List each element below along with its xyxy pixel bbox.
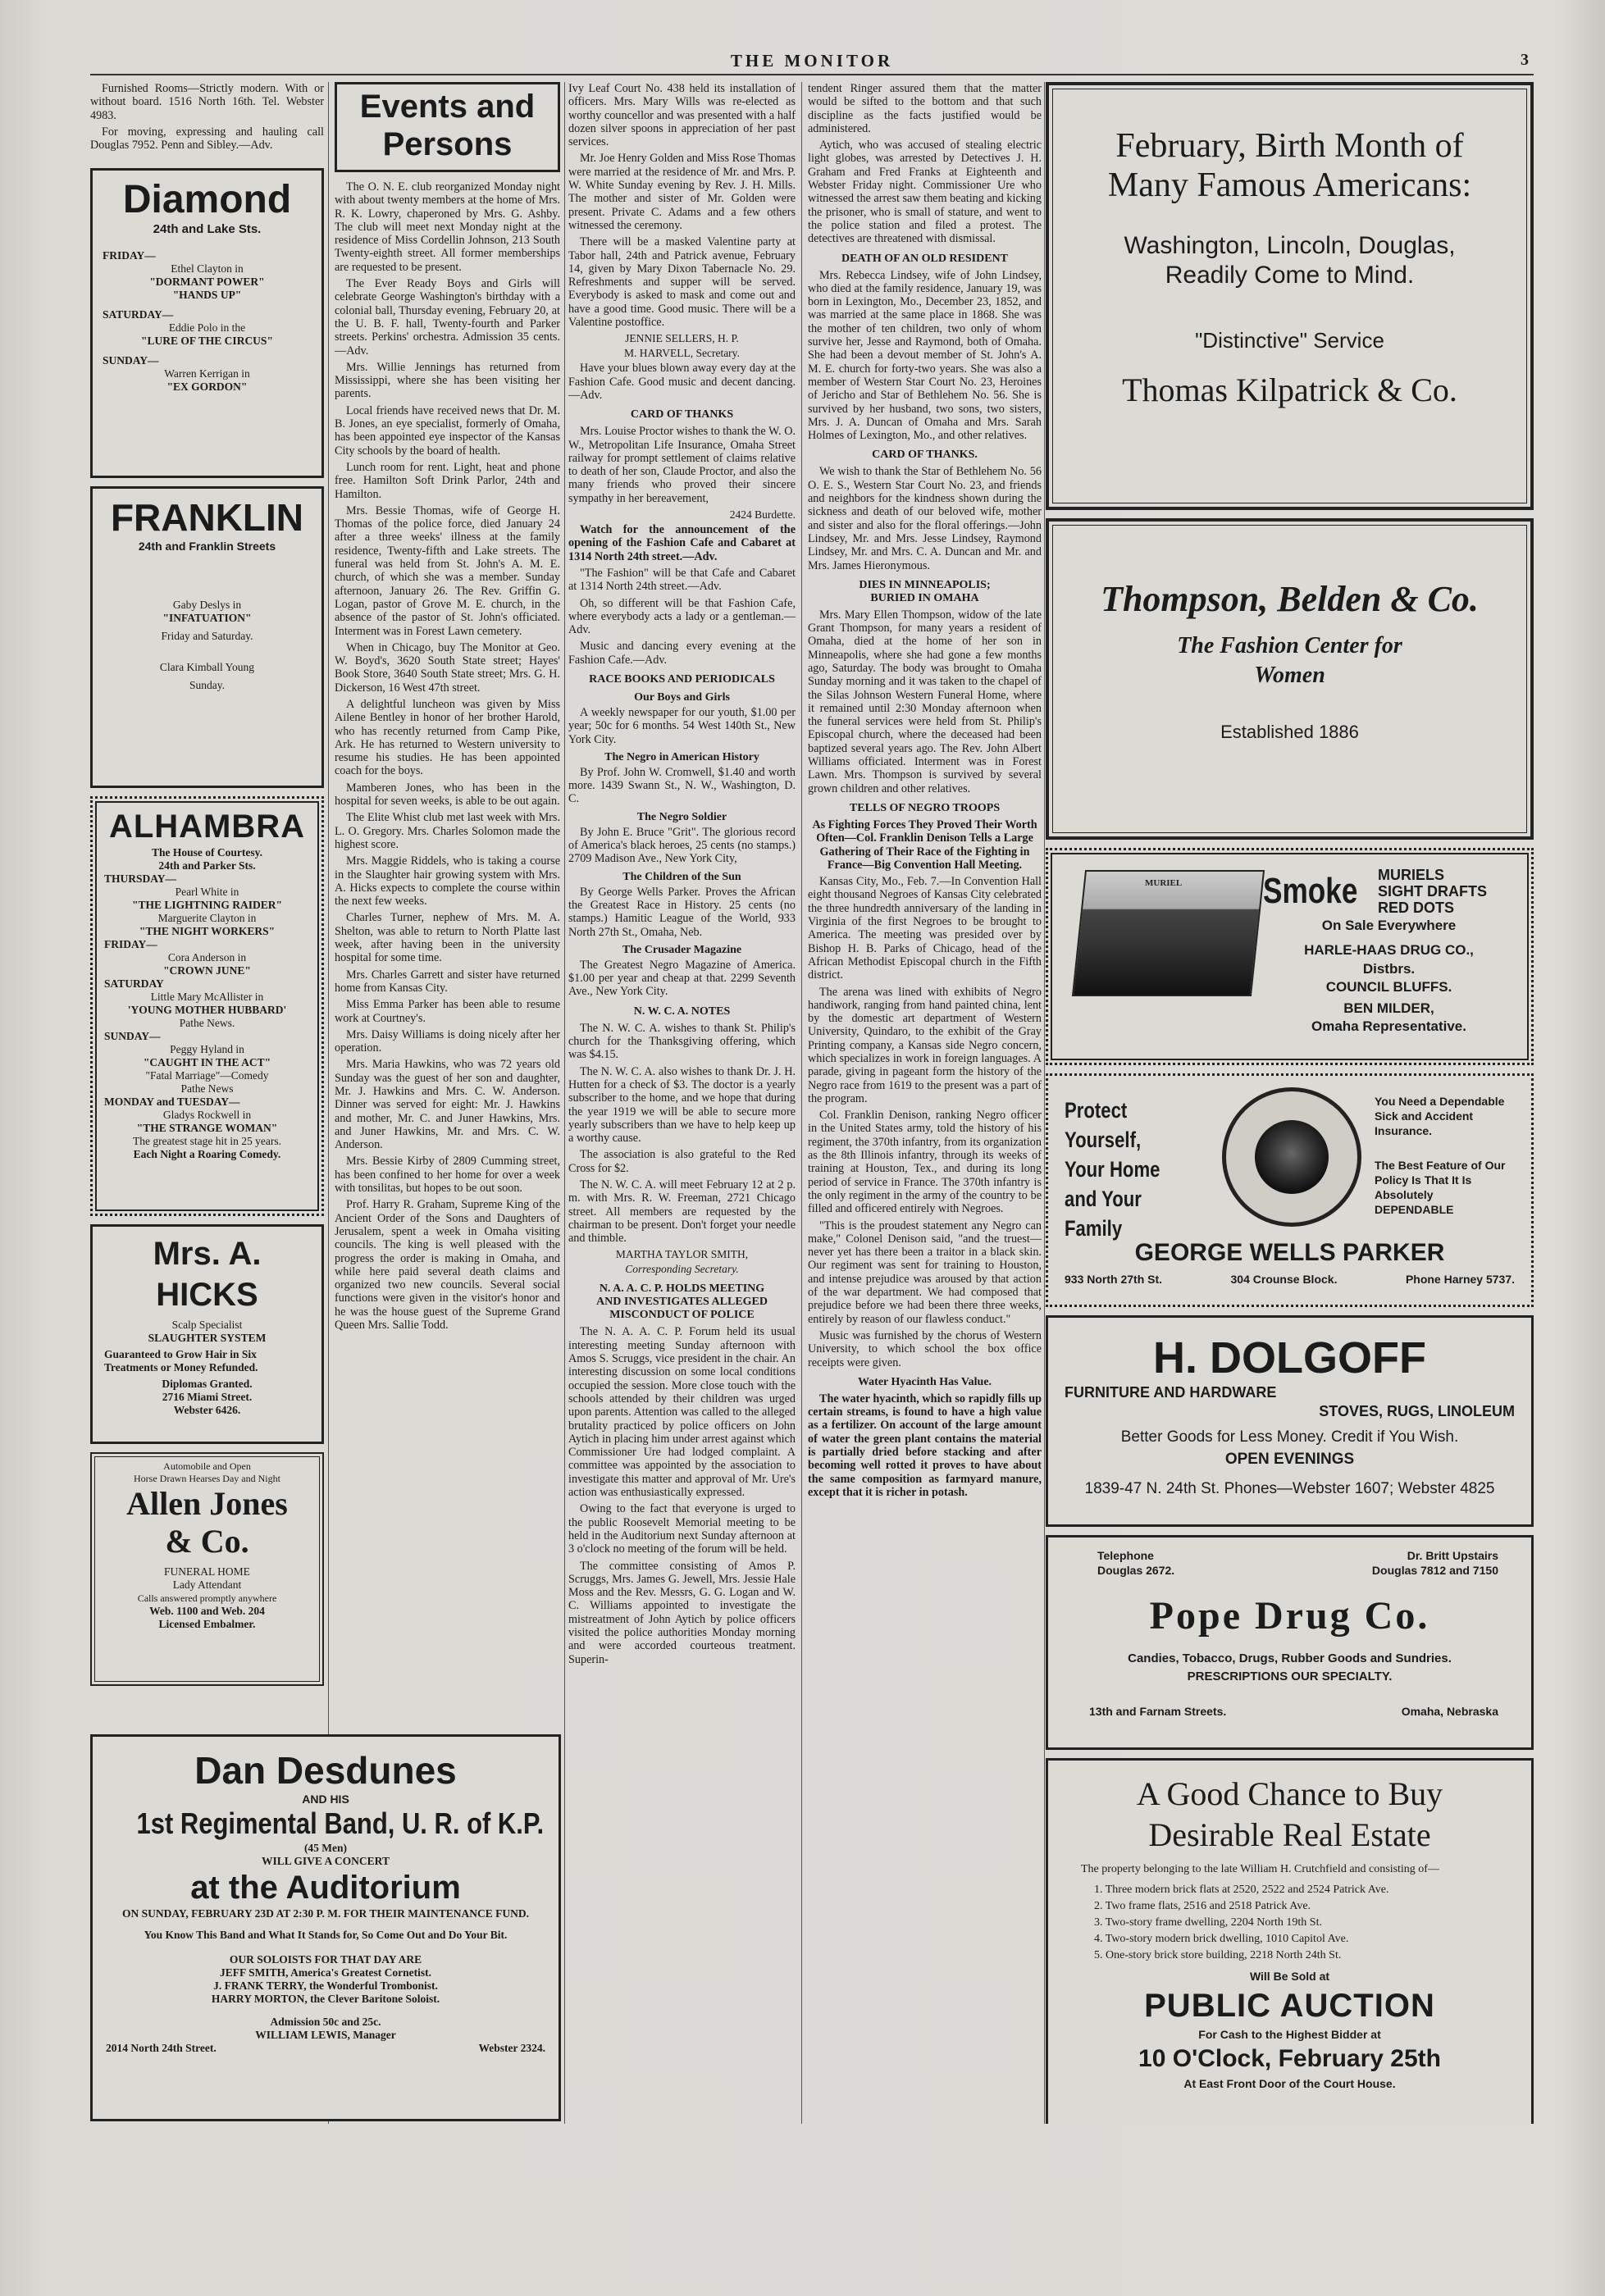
pope-name: Pope Drug Co. xyxy=(1149,1594,1430,1638)
section-heading: N. A. A. C. P. HOLDS MEETING xyxy=(599,1282,765,1296)
kilpatrick-line: Many Famous Americans: xyxy=(1107,166,1472,204)
news-paragraph: Music was furnished by the chorus of Western University, to which school the box office receipts were given. xyxy=(808,1328,1042,1369)
news-paragraph: When in Chicago, buy The Monitor at Geo. W. Boyd's, 3620 South State street; Hayes' Book Store, 3640 South State street; Mrs. G. H. Dickerson, 16 West 47th street. xyxy=(335,640,560,695)
news-paragraph: Oh, so different will be that Fashion Cafe, where everybody acts a lady or a gentleman.—Adv. xyxy=(568,596,796,637)
kilpatrick-line: Readily Come to Mind. xyxy=(1165,262,1415,289)
alhambra-name: ALHAMBRA xyxy=(108,809,306,845)
section-heading: AND INVESTIGATES ALLEGED xyxy=(595,1296,768,1309)
tb-line: Established 1886 xyxy=(1220,722,1359,742)
events-persons-header xyxy=(335,82,560,172)
franklin-line: Clara Kimball Young xyxy=(159,661,255,674)
classified-moving: For moving, expressing and hauling call Douglas 7952. Penn and Sibley.—Adv. xyxy=(90,125,324,153)
pope-line: Candies, Tobacco, Drugs, Rubber Goods and Sundries. xyxy=(1128,1651,1452,1665)
franklin-name: FRANKLIN xyxy=(110,496,304,540)
re-line: For Cash to the Highest Bidder at xyxy=(1198,2028,1381,2041)
alhambra-line: "CROWN JUNE" xyxy=(163,964,251,977)
allen-line: Licensed Embalmer. xyxy=(158,1618,256,1631)
book-description: By Prof. John W. Cromwell, $1.40 and worth more. 1439 Swann St., N. W., Washington, D. C. xyxy=(568,765,796,806)
news-paragraph: Owing to the fact that everyone is urged to the public Roosevelt Memorial meeting to be held in the Auditorium next Sunday afternoon at 3 o'clock no meeting of the forum will be held. xyxy=(568,1502,796,1556)
section-heading: DIES IN MINNEAPOLIS; xyxy=(859,578,991,591)
alhambra-line: Peggy Hyland in xyxy=(170,1043,244,1056)
section-heading: TELLS OF NEGRO TROOPS xyxy=(849,801,1001,814)
allen-line: Automobile and Open xyxy=(163,1460,251,1473)
re-auction: PUBLIC AUCTION xyxy=(1144,1988,1435,2024)
news-paragraph: Mr. Joe Henry Golden and Miss Rose Thomas were married at the residence of Mr. and Mrs. P. W. White Sunday evening by Rev. J. H. Mills. The mother and sister of Mr. Golden were present. Private C. Adams and a few others witnessed the ceremony. xyxy=(568,152,796,232)
column-rule xyxy=(1044,82,1045,2124)
dan-line: WILL GIVE A CONCERT xyxy=(262,1855,390,1867)
gw-footer xyxy=(1065,1273,1515,1286)
hicks-line: Webster 6426. xyxy=(173,1404,241,1417)
dan-line: HARRY MORTON, the Clever Baritone Soloist. xyxy=(211,1993,440,2005)
pope-line: PRESCRIPTIONS OUR SPECIALTY. xyxy=(1187,1670,1393,1683)
column-1 xyxy=(90,82,324,1714)
column-4 xyxy=(808,82,1042,2124)
gw-feature: The Best Feature of Our Policy Is That It Is Absolutely DEPENDABLE xyxy=(1375,1159,1506,1216)
alhambra-line: The greatest stage hit in 25 years. xyxy=(132,1135,282,1148)
news-paragraph: Mrs. Rebecca Lindsey, wife of John Lindsey, who died at the family residence, January 19, was born in Lexington, Mo., December 23, 1852, and was married at the same place in 1868. She was the mother of ten children, two only of whom survive her, Jesse and Raymond, both of Omaha. She had been a devout member of St. John's A. M. E. church for forty-two years. She was also a member of Western Star Court No. 23, Heroines of Jericho and Star of Bethlehem No. 56. She is survived by her husband, two sons, two sisters, Mrs. J. A. Duncan of Omaha and Mrs. Sarah Holmes of Lexington, Mo., and other relatives. xyxy=(808,268,1042,443)
dan-address: 2014 North 24th Street. xyxy=(106,2042,217,2054)
news-paragraph: Mamberen Jones, who has been in the hospital for seven weeks, is able to be out again. xyxy=(335,781,560,809)
re-property-list xyxy=(1061,1882,1518,1964)
news-paragraph: Mrs. Maggie Riddels, who is taking a course in the Slaughter hair growing system with Mrs. A. Hicks expects to complete the course within the next few weeks. xyxy=(335,854,560,909)
re-heading: A Good Chance to Buy xyxy=(1136,1775,1443,1812)
muriel-brands xyxy=(1378,867,1487,916)
allen-line: FUNERAL HOME xyxy=(164,1565,250,1578)
page-number: 3 xyxy=(1521,51,1529,69)
hicks-line: Diplomas Granted. xyxy=(162,1378,253,1391)
gw-office: 304 Crounse Block. xyxy=(1230,1273,1338,1286)
news-paragraph: The N. W. C. A. wishes to thank St. Philip's church for the Thanksgiving offering, which was $4.15. xyxy=(568,1021,796,1062)
muriel-heading xyxy=(1263,867,1515,916)
muriel-line: BEN MILDER, xyxy=(1343,1000,1434,1016)
diamond-line: "DORMANT POWER" xyxy=(149,276,265,289)
gw-address: 933 North 27th St. xyxy=(1065,1273,1163,1286)
dan-line: You Know This Band and What It Stands for, So Come Out and Do Your Bit. xyxy=(144,1929,508,1941)
kilpatrick-line: February, Birth Month of xyxy=(1115,127,1464,165)
news-paragraph: Mrs. Mary Ellen Thompson, widow of the late Grant Thompson, for many years a resident of Omaha, died at the home of her son in Minneapolis, where she had gone a few months ago, Saturday. The body was brought to Omaha Sunday morning and it was taken to the chapel of the Silas Johnson Western Funeral Home, where it remained until 2:30 Monday afternoon when the funeral services were held from St. Philip's Episcopal church, where the deceased had been baptized several years ago. The Rev. John Albert Williams officiated. Interment was in Forest Lawn. Mrs. Thompson is survived by several grown children and other relatives. xyxy=(808,608,1042,795)
alhambra-line: Cora Anderson in xyxy=(167,951,247,964)
news-paragraph: The N. W. C. A. will meet February 12 at 2 p. m. with Mrs. R. W. Freeman, 2721 Chicago street. All members are requested by the chairman to be present. Don't forget your needle and thimble. xyxy=(568,1178,796,1246)
property-list-item: 1. Three modern brick flats at 2520, 2522 and 2524 Patrick Ave. xyxy=(1094,1884,1389,1896)
allen-line: Calls answered promptly anywhere xyxy=(137,1592,277,1605)
tb-line: Women xyxy=(1254,663,1325,688)
hicks-line: Scalp Specialist xyxy=(171,1319,243,1332)
dan-line: JEFF SMITH, America's Greatest Cornetist. xyxy=(220,1966,431,1979)
alhambra-line: Little Mary McAllister in xyxy=(150,991,264,1004)
news-paragraph: Aytich, who was accused of stealing electric light globes, was arrested by Detectives J. H. Graham and Fred Franks at Eighteenth and Webster Friday night. Commissioner Ure who witnessed the arrest saw them beating and kicking the prisoner, who is small of stature, and went to the police station and filed a protest. The detectives are threatened with dismissal. xyxy=(808,139,1042,246)
news-paragraph: We wish to thank the Star of Bethlehem No. 56 O. E. S., Western Star Court No. 23, and friends and neighbors for the kindness shown during the sickness and death of our beloved wife, mother and sister and also for the floral offerings.—John Lindsey, Mr. and Mrs. Jesse Lindsey, Raymond Lindsey, Mr. and Mrs. C. A. Duncan and Mr. and Mrs. James Hieronymous. xyxy=(808,465,1042,572)
dolgoff-line: Better Goods for Less Money. Credit if You Wish. xyxy=(1120,1428,1459,1446)
gw-protect: Protect Yourself, Your Home and Your Family xyxy=(1065,1098,1160,1241)
news-paragraph: Miss Emma Parker has been able to resume work at Courtney's. xyxy=(335,998,560,1025)
diamond-line: Eddie Polo in the xyxy=(168,321,246,335)
lion-emblem xyxy=(1222,1087,1361,1227)
pope-line: Dr. Britt Upstairs xyxy=(1407,1549,1498,1562)
column-rule xyxy=(564,82,565,2124)
property-list-item: 3. Two-story frame dwelling, 2204 North 19th St. xyxy=(1094,1916,1322,1929)
dan-line: OUR SOLOISTS FOR THAT DAY ARE xyxy=(229,1953,422,1966)
book-title: The Children of the Sun xyxy=(622,870,741,883)
section-heading: CARD OF THANKS. xyxy=(872,449,978,462)
dan-desdunes-concert-ad xyxy=(90,1734,561,2121)
muriel-smoke: Smoke xyxy=(1263,871,1358,911)
franklin-line: "INFATUATION" xyxy=(162,612,252,625)
pope-line: Omaha, Nebraska xyxy=(1401,1705,1498,1718)
muriel-line: Omaha Representative. xyxy=(1311,1018,1466,1034)
news-paragraph: Prof. Harry R. Graham, Supreme King of the Ancient Order of the Sons and Daughters of Jerusalem, spent a week in Omaha visiting councils. The king is well pleased with the progress the order is making in Omaha, and while here paid several death claims and organized two new councils. Several social functions were given in the visitor's honor and he was the house guest of the Supreme Grand Queen Mrs. Sallie Todd. xyxy=(335,1198,560,1332)
allen-name: & Co. xyxy=(165,1523,249,1560)
muriel-brand: SIGHT DRAFTS xyxy=(1378,883,1487,900)
diamond-line: Ethel Clayton in xyxy=(171,262,244,276)
book-description: By John E. Bruce "Grit". The glorious record of America's black heroes, 25 cents (no stamps.) 2709 Madison Ave., New York City, xyxy=(568,825,796,866)
news-paragraph: Mrs. Charles Garrett and sister have returned home from Kansas City. xyxy=(335,968,560,995)
gw-phone: Phone Harney 5737. xyxy=(1405,1273,1515,1286)
tb-line: The Fashion Center for xyxy=(1177,633,1402,658)
real-estate-auction-ad xyxy=(1046,1758,1534,2124)
signature: Corresponding Secretary. xyxy=(625,1263,739,1276)
cigar-box-image xyxy=(1069,870,1266,1042)
dolgoff-name: H. DOLGOFF xyxy=(1153,1333,1426,1383)
re-line: Will Be Sold at xyxy=(1249,1970,1330,1983)
george-wells-parker-ad xyxy=(1046,1073,1534,1307)
section-heading: CARD OF THANKS xyxy=(630,408,734,421)
alhambra-line: FRIDAY— xyxy=(104,938,157,951)
news-paragraph: Mrs. Bessie Kirby of 2809 Cumming street, has been confined to her home for over a week with tonsilitas, but hopes to be out soon. xyxy=(335,1155,560,1196)
news-paragraph: Mrs. Louise Proctor wishes to thank the W. O. W., Metropolitan Life Insurance, Omaha Street railway for prompt settlement of claims relative to death of her son, Claude Proctor, and also the many friends who proved their sincere sympathy in her bereavement, xyxy=(568,425,796,505)
franklin-line: Friday and Saturday. xyxy=(161,630,253,643)
property-list-item: 5. One-story brick store building, 2218 North 24th St. xyxy=(1094,1949,1342,1961)
section-heading: N. W. C. A. NOTES xyxy=(633,1004,731,1018)
section-heading: BURIED IN OMAHA xyxy=(870,591,979,604)
dan-name: Dan Desdunes xyxy=(194,1749,457,1792)
dan-venue: at the Auditorium xyxy=(190,1870,461,1906)
alhambra-line: 'YOUNG MOTHER HUBBARD' xyxy=(127,1004,287,1017)
alhambra-line: "THE LIGHTNING RAIDER" xyxy=(131,899,283,912)
signature: JENNIE SELLERS, H. P. xyxy=(625,332,739,345)
diamond-name: Diamond xyxy=(122,178,292,222)
franklin-theater-ad xyxy=(90,486,324,788)
diamond-line: SUNDAY— xyxy=(103,354,159,367)
events-header-line: Events and xyxy=(359,89,536,125)
re-heading: Desirable Real Estate xyxy=(1148,1816,1431,1853)
news-paragraph: The committee consisting of Amos P. Scruggs, Mrs. James G. Jewell, Mrs. Jessie Hale Moss and the Rev. Messrs, G. G. Logan and W. C. Williams appointed to investigate the mistreatment of John Aytich by police officers visited the police authorities Monday morning and were accorded courteous treatment. Superin- xyxy=(568,1559,796,1666)
property-list-item: 4. Two-story modern brick dwelling, 1010 Capitol Ave. xyxy=(1094,1933,1349,1945)
dan-band: 1st Regimental Band, U. R. of K.P. xyxy=(136,1806,545,1840)
alhambra-line: THURSDAY— xyxy=(104,872,177,886)
alhambra-line: "THE STRANGE WOMAN" xyxy=(136,1122,278,1135)
dolgoff-line: STOVES, RUGS, LINOLEUM xyxy=(1319,1403,1515,1419)
news-paragraph: Mrs. Daisy Williams is doing nicely after her operation. xyxy=(335,1027,560,1055)
allen-name: Allen Jones xyxy=(126,1485,288,1523)
hicks-line: SLAUGHTER SYSTEM xyxy=(148,1332,267,1345)
news-paragraph: Mrs. Maria Hawkins, who was 72 years old Sunday was the guest of her son and daughter, Mr. J. Hawkins and Mrs. C. W. Anderson. Dinner was served for eight: Mr. J. Hawkins and mother, Mr. C. and Juner Hawkins, Mrs. and Juner Hawkins, Mr. and Mrs. C. W. Anderson. xyxy=(335,1058,560,1152)
news-paragraph: The N. A. A. C. P. Forum held its usual interesting meeting Sunday afternoon with Amos S. Scruggs, vice president in the chair. An interesting discussion on some local conditions occupied the session. More close touch with the schools attended by their children was urged upon parents. Attention was called to the alleged brutality practiced by police officers on John Aytich in placing him under arrest against which Commissioner Ure had lodged complaint. A committee was appointed by the association to investigate this matter and approval of Mr. Ure's action was enthusiastically expressed. xyxy=(568,1325,796,1500)
diamond-line: "HANDS UP" xyxy=(172,289,242,302)
alhambra-line: Pathe News. xyxy=(179,1017,235,1030)
dolgoff-line: FURNITURE AND HARDWARE xyxy=(1065,1384,1277,1401)
dan-line: Admission 50c and 25c. xyxy=(270,2016,381,2028)
lion-icon xyxy=(1222,1087,1361,1227)
book-title: The Crusader Magazine xyxy=(622,943,742,956)
hicks-scalp-ad xyxy=(90,1224,324,1444)
news-paragraph: The arena was lined with exhibits of Negro handiwork, ranging from hand painted china, lent by the domestic art department of Western University, Quindaro, to the exhibit of the Gray Printing company, a Kansas side Negro concern, which specializes in work in foreign languages. A parade, giving in pageant form the history of the Negro race from 1619 to the present was a part of the program. xyxy=(808,985,1042,1105)
classified-furnished: Furnished Rooms—Strictly modern. With or without board. 1516 North 16th. Tel. Webster 4983. xyxy=(90,82,324,122)
tb-line: Thompson, Belden & Co. xyxy=(1101,579,1479,619)
alhambra-theater-ad xyxy=(90,796,324,1216)
dan-line: AND HIS xyxy=(302,1793,349,1806)
alhambra-line: Gladys Rockwell in xyxy=(162,1109,252,1122)
section-heading: Water Hyacinth Has Value. xyxy=(857,1375,992,1388)
signature: MARTHA TAYLOR SMITH, xyxy=(615,1248,749,1261)
alhambra-line: Marguerite Clayton in xyxy=(157,912,257,925)
diamond-address: 24th and Lake Sts. xyxy=(153,222,262,237)
diamond-line: FRIDAY— xyxy=(103,249,156,262)
alhambra-line: Pearl White in xyxy=(175,886,239,899)
alhambra-line: "THE NIGHT WORKERS" xyxy=(139,925,276,938)
book-title: The Negro Soldier xyxy=(636,810,727,823)
muriel-line: HARLE-HAAS DRUG CO., xyxy=(1304,942,1474,958)
lion-face-icon xyxy=(1255,1120,1329,1194)
dolgoff-line: 1839-47 N. 24th St. Phones—Webster 1607; Webster 4825 xyxy=(1084,1480,1495,1497)
section-heading: MISCONDUCT OF POLICE xyxy=(609,1309,755,1322)
news-paragraph: Local friends have received news that Dr. M. B. Jones, an eye specialist, formerly of Omaha, has been appointed eye inspector of the Kansas City schools by the board of health. xyxy=(335,403,560,458)
hicks-name: Mrs. A. HICKS xyxy=(153,1236,262,1314)
allen-line: Lady Attendant xyxy=(172,1578,242,1592)
pope-drug-ad xyxy=(1046,1535,1534,1750)
muriel-line: On Sale Everywhere xyxy=(1321,918,1457,933)
muriel-line: Distbrs. xyxy=(1362,961,1416,977)
muriel-brand: RED DOTS xyxy=(1378,900,1455,916)
pope-line: 13th and Farnam Streets. xyxy=(1089,1705,1227,1718)
events-header-line: Persons xyxy=(382,126,513,162)
alhambra-line: "Fatal Marriage"—Comedy xyxy=(145,1069,269,1082)
book-title: The Negro in American History xyxy=(604,750,759,763)
news-paragraph: "The Fashion" will be that Cafe and Cabaret at 1314 North 24th street.—Adv. xyxy=(568,566,796,594)
diamond-line: "EX GORDON" xyxy=(166,380,248,394)
subheading: As Fighting Forces They Proved Their Worth Often—Col. Franklin Denison Tells a Large Gathering of Their Race of the Fighting in France—Big Convention Hall Meeting. xyxy=(812,818,1037,872)
news-paragraph: tendent Ringer assured them that the matter would be sifted to the bottom and that such discipline as the facts justified would be administered. xyxy=(808,82,1042,135)
section-heading: RACE BOOKS AND PERIODICALS xyxy=(589,672,775,686)
kilpatrick-line: "Distinctive" Service xyxy=(1195,328,1384,353)
signature: 2424 Burdette. xyxy=(729,508,796,522)
muriel-brand: MURIELS xyxy=(1378,867,1444,883)
signature: M. HARVELL, Secretary. xyxy=(624,347,740,360)
allen-line: Web. 1100 and Web. 204 xyxy=(149,1605,265,1618)
alhambra-line: SATURDAY xyxy=(104,977,164,991)
re-line: At East Front Door of the Court House. xyxy=(1183,2077,1396,2090)
dan-phone: Webster 2324. xyxy=(478,2042,545,2054)
kilpatrick-line: Washington, Lincoln, Douglas, xyxy=(1124,232,1456,259)
alhambra-line: MONDAY and TUESDAY— xyxy=(104,1096,240,1109)
cigar-box-label: MURIEL xyxy=(1145,878,1183,888)
news-paragraph: Ivy Leaf Court No. 438 held its installation of officers. Mrs. Mary Wills was re-elected as worthy councellor and was presented with a half dozen silver spoons in appreciation of her past services. xyxy=(568,82,796,149)
diamond-line: SATURDAY— xyxy=(103,308,174,321)
alhambra-line: The House of Courtesy. xyxy=(152,846,262,859)
pope-line: Douglas 7812 and 7150 xyxy=(1371,1564,1498,1577)
news-paragraph: Watch for the announcement of the opening of the Fashion Cafe and Cabaret at 1314 North 24th street.—Adv. xyxy=(568,523,796,563)
pope-line: Telephone xyxy=(1097,1549,1154,1562)
masthead xyxy=(90,49,1534,75)
hicks-line: 2716 Miami Street. xyxy=(162,1391,253,1404)
dolgoff-ad xyxy=(1046,1315,1534,1527)
book-title: Our Boys and Girls xyxy=(634,690,730,704)
news-paragraph: Col. Franklin Denison, ranking Negro officer in the United States army, told the history of his regiment, the 370th infantry, from its organization as the 8th Illinois infantry, through its weeks of training at Houston, Tex., and during its long period of service in France. The 370th infantry is the only regiment in the army of the country to be filled and officered entirely with Negroes. xyxy=(808,1109,1042,1216)
dan-line: J. FRANK TERRY, the Wonderful Trombonist. xyxy=(213,1979,438,1992)
news-paragraph: Kansas City, Mo., Feb. 7.—In Convention Hall eight thousand Negroes of Kansas City celebrated the three hundredth anniversary of the landing in Virginia of the first Negroes to be brought to America. The meeting was presided over by Bishop H. B. Parks of Chicago, head of the African Methodist Episcopal church in the Fifth district. xyxy=(808,875,1042,982)
book-description: The Greatest Negro Magazine of America. $1.00 per year and cheap at that. 2299 Seventh Ave., New York City. xyxy=(568,958,796,999)
news-paragraph: A delightful luncheon was given by Miss Ailene Bentley in honor of her brother Harold, who has recently returned from Camp Pike, Ark. He has returned to Western university to resume his studies. He has been appointed coach for the boys. xyxy=(335,697,560,778)
news-paragraph: Music and dancing every evening at the Fashion Cafe.—Adv. xyxy=(568,640,796,667)
thompson-belden-ad xyxy=(1046,518,1534,840)
franklin-line: Gaby Deslys in xyxy=(172,599,242,612)
column-3 xyxy=(568,82,796,2124)
dan-footer xyxy=(106,2042,545,2055)
pope-line: Douglas 2672. xyxy=(1097,1564,1175,1577)
news-paragraph: Have your blues blown away every day at the Fashion Cafe. Good music and decent dancing.—Adv. xyxy=(568,362,796,402)
news-paragraph: Mrs. Bessie Thomas, wife of George H. Thomas of the police force, died January 24 after a three weeks' illness at the family residence, Twenty-fifth and Lake streets. The funeral was held from St. John's A. M. E. church, of which she was a member. Sunday afternoon, January 26. The Rev. Griffin G. Logan, pastor of Grove M. E. church, in the absence of the pastor of St. John's officiated. Interment was in Forest Lawn cemetery. xyxy=(335,503,560,638)
news-paragraph: Charles Turner, nephew of Mrs. M. A. Shelton, was able to return to North Platte last week, after having been in the university hospital for some time. xyxy=(335,911,560,965)
news-paragraph: Lunch room for rent. Light, heat and phone free. Hamilton Soft Drink Parlor, 24th and Hamilton. xyxy=(335,460,560,501)
news-paragraph: The association is also grateful to the Red Cross for $2. xyxy=(568,1148,796,1175)
dan-line: ON SUNDAY, FEBRUARY 23D AT 2:30 P. M. FOR THEIR MAINTENANCE FUND. xyxy=(122,1907,529,1920)
alhambra-line: "CAUGHT IN THE ACT" xyxy=(143,1056,271,1069)
allen-jones-ad xyxy=(90,1452,324,1686)
property-list-item: 2. Two frame flats, 2516 and 2518 Patrick Ave. xyxy=(1094,1900,1311,1912)
diamond-line: "LURE OF THE CIRCUS" xyxy=(141,335,273,348)
franklin-line: Sunday. xyxy=(189,679,225,692)
book-description: A weekly newspaper for our youth, $1.00 per year; 50c for 6 months. 54 West 140th St., New York City. xyxy=(568,705,796,746)
dolgoff-line: OPEN EVENINGS xyxy=(1224,1451,1355,1468)
alhambra-line: 24th and Parker Sts. xyxy=(158,859,256,872)
masthead-title: THE MONITOR xyxy=(730,51,894,71)
muriel-line: COUNCIL BLUFFS. xyxy=(1325,979,1452,995)
franklin-address: 24th and Franklin Streets xyxy=(138,540,276,554)
alhambra-line: Each Night a Roaring Comedy. xyxy=(133,1148,281,1161)
muriel-cigar-ad xyxy=(1046,848,1534,1065)
news-paragraph: The water hyacinth, which so rapidly fills up certain streams, is found to have a high value as a fertilizer. On account of the large amount of water the green plant contains the material is partially dried before stacking and after becoming well rotted it proves to have about the same composition as farmyard manure, except that it is richer in potash. xyxy=(808,1392,1042,1499)
gw-insurance: You Need a Dependable Sick and Accident Insurance. xyxy=(1375,1095,1505,1137)
news-paragraph: The N. W. C. A. also wishes to thank Dr. J. H. Hutten for a check of $3. The doctor is a yearly subscriber to the home, and we hope that during the year 1919 we will be able to secure more yearly subscribers than we have to help keep up a worthy cause. xyxy=(568,1064,796,1146)
alhambra-line: Pathe News xyxy=(180,1082,234,1096)
allen-line: Horse Drawn Hearses Day and Night xyxy=(134,1473,280,1485)
column-rule xyxy=(801,82,802,2124)
alhambra-line: SUNDAY— xyxy=(104,1030,161,1043)
column-2 xyxy=(335,82,560,1714)
gw-name: GEORGE WELLS PARKER xyxy=(1134,1239,1445,1266)
news-paragraph: The Ever Ready Boys and Girls will celebrate George Washington's birthday with a colonial ball, Thursday evening, February 20, at the U. B. F. hall, Twenty-fourth and Parker streets. Perkins' orchestra. Admission 35 cents.—Adv. xyxy=(335,277,560,358)
dan-line: (45 Men) xyxy=(303,1842,348,1854)
diamond-line: Warren Kerrigan in xyxy=(164,367,250,380)
news-paragraph: There will be a masked Valentine party at Tabor hall, 24th and Patrick avenue, February 14, given by Mary Dixon Tabernacle No. 29. Refreshments and supper will be served. Everybody is asked to mask and come out and have a good time. Good music. There will be a Valentine postoffice. xyxy=(568,235,796,330)
dan-line: WILLIAM LEWIS, Manager xyxy=(255,2029,396,2041)
news-paragraph: Mrs. Willie Jennings has returned from Mississippi, where she has been visiting her parents. xyxy=(335,360,560,401)
re-time: 10 O'Clock, February 25th xyxy=(1138,2045,1441,2072)
kilpatrick-line: Thomas Kilpatrick & Co. xyxy=(1122,371,1457,408)
news-paragraph: The Elite Whist club met last week with Mrs. L. O. Gregory. Mrs. Charles Solomon made the highest score. xyxy=(335,811,560,851)
section-heading: DEATH OF AN OLD RESIDENT xyxy=(841,252,1009,265)
muriel-text xyxy=(1263,867,1515,1036)
news-paragraph: The O. N. E. club reorganized Monday night with about twenty members at the home of Mrs. R. K. Lowry, chaperoned by Mrs. G. Ashby. The club will meet next Monday night at the residence of Miss Cordellin Johnson, 213 South Twenty-eighth street. All former memberships are requested to be present. xyxy=(335,180,560,274)
re-line: The property belonging to the late William H. Crutchfield and consisting of— xyxy=(1081,1863,1439,1875)
kilpatrick-ad xyxy=(1046,82,1534,510)
hicks-line: Guaranteed to Grow Hair in Six Treatments or Money Refunded. xyxy=(104,1348,258,1374)
diamond-theater-ad xyxy=(90,168,324,478)
column-5 xyxy=(1046,82,1534,2124)
news-paragraph: "This is the proudest statement any Negro can make," Colonel Denison said, "and the truest—never yet has there been a traitor in a black skin. Our regiment was sent for training to Houston, and intense prejudice was aroused by that action of the war department. We had composed that prejudice before we had been there three weeks, entirely by reason of our flawless conduct." xyxy=(808,1219,1042,1326)
cigar-box-icon xyxy=(1071,870,1264,996)
book-description: By George Wells Parker. Proves the African the Greatest Race in History. 25 cents (no stamps.) Hamitic League of the World, 933 North 27th St., Omaha, Neb. xyxy=(568,885,796,939)
